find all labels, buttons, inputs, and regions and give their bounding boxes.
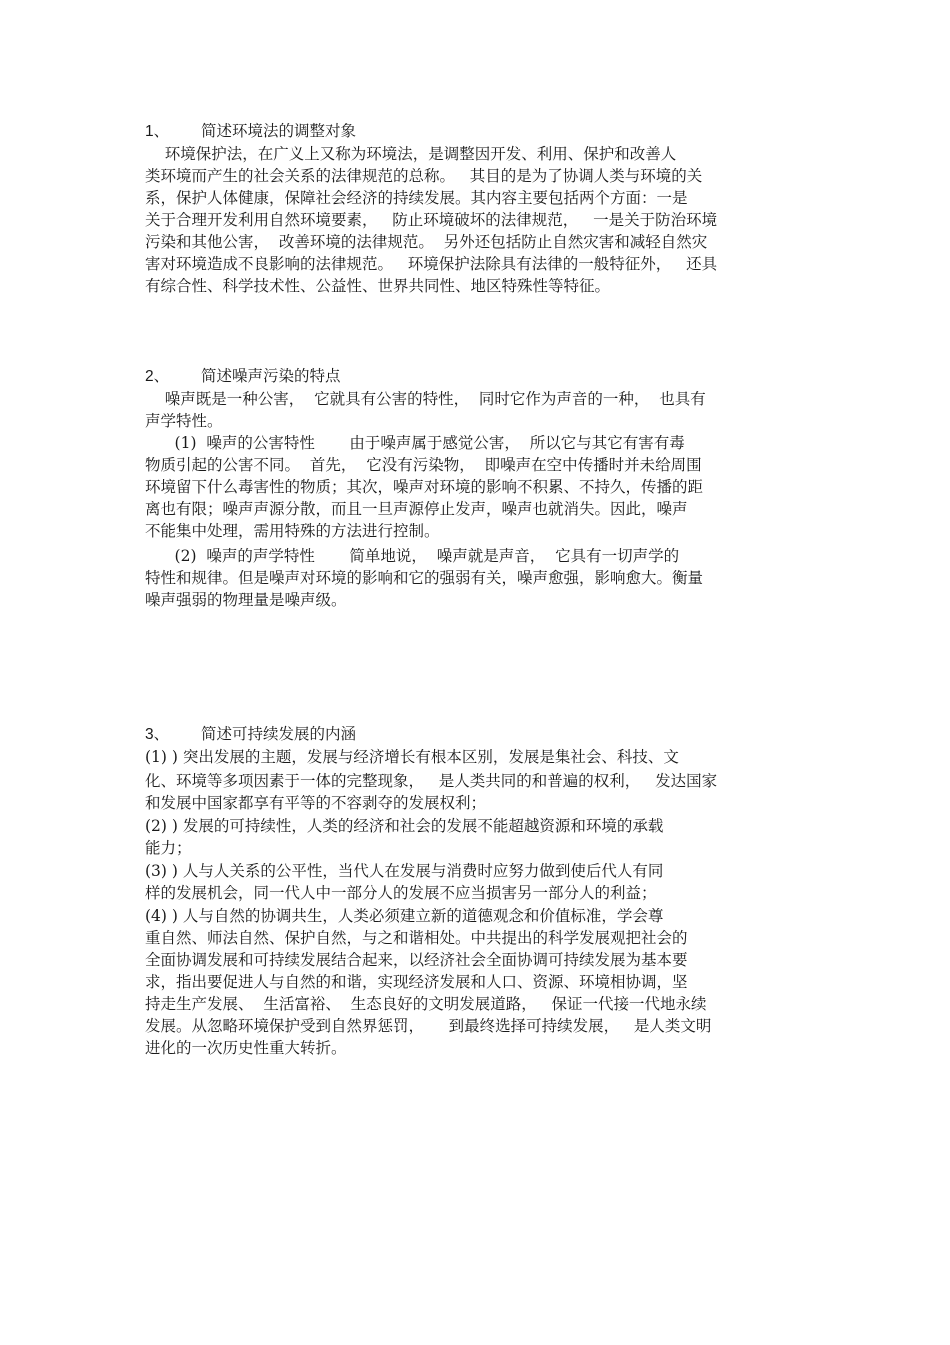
paragraph-line: (4) ) 人与自然的协调共生，人类必须建立新的道德观念和价值标准，学会尊 [145,907,664,925]
paragraph-line: (3) ) 人与人关系的公平性，当代人在发展与消费时应努力做到使后代人有同 [145,862,664,880]
paragraph-line: 特性和规律。但是噪声对环境的影响和它的强弱有关，噪声愈强，影响愈大。衡量 [145,569,704,587]
section-3-heading [145,723,815,745]
section-1-heading [145,120,815,142]
paragraph-line: 重自然、师法自然、保护自然，与之和谐相处。中共提出的科学发展观把社会的 [145,929,688,947]
paragraph-line: 噪声强弱的物理量是噪声级。 [145,591,347,609]
paragraph-line: 物质引起的公害不同。 首先， 它没有污染物， 即噪声在空中传播时并未给周围 [145,456,702,474]
paragraph-line: 进化的一次历史性重大转折。 [145,1039,347,1057]
paragraph-line: 能力； [145,839,192,857]
paragraph-line: 环境留下什么毒害性的物质；其次，噪声对环境的影响不积累、不持久，传播的距 [145,478,704,496]
paragraph-line: 持走生产发展、 生活富裕、 生态良好的文明发展道路， 保证一代接一代地永续 [145,995,707,1013]
paragraph-line: 环境保护法，在广义上又称为环境法，是调整因开发、利用、保护和改善人 [145,145,677,163]
paragraph-line: (2) 噪声的声学特性 简单地说， 噪声就是声音， 它具有一切声学的 [145,547,680,565]
paragraph-line: 污染和其他公害， 改善环境的法律规范。 另外还包括防止自然灾害和减轻自然灾 [145,233,708,251]
paragraph-line: 有综合性、科学技术性、公益性、世界共同性、地区特殊性等特征。 [145,277,611,295]
paragraph-line: 类环境而产生的社会关系的法律规范的总称。 其目的是为了协调人类与环境的关 [145,167,703,185]
section-number: 3、 [145,726,170,743]
paragraph-line: (2) ) 发展的可持续性，人类的经济和社会的发展不能超越资源和环境的承载 [145,817,664,835]
paragraph-line: 发展。从忽略环境保护受到自然界惩罚， 到最终选择可持续发展， 是人类文明 [145,1017,712,1035]
section-title: 简述环境法的调整对象 [201,122,357,140]
section-2-heading [145,365,815,387]
section-title: 简述噪声污染的特点 [201,367,341,385]
paragraph-line: 和发展中国家都享有平等的不容剥夺的发展权利； [145,794,487,812]
section-title: 简述可持续发展的内涵 [201,725,357,743]
paragraph-line: (1) 噪声的公害特性 由于噪声属于感觉公害， 所以它与其它有害有毒 [145,434,685,452]
paragraph-line: 害对环境造成不良影响的法律规范。 环境保护法除具有法律的一般特征外， 还具 [145,255,718,273]
paragraph-line: 声学特性。 [145,412,223,430]
paragraph-line: 样的发展机会，同一代人中一部分人的发展不应当损害另一部分人的利益； [145,884,657,902]
paragraph-line: 噪声既是一种公害， 它就具有公害的特性， 同时它作为声音的一种， 也具有 [145,390,706,408]
paragraph-line: 全面协调发展和可持续发展结合起来，以经济社会全面协调可持续发展为基本要 [145,951,688,969]
paragraph-line: 求，指出要促进人与自然的和谐，实现经济发展和人口、资源、环境相协调，坚 [145,973,688,991]
paragraph-line: (1) ) 突出发展的主题，发展与经济增长有根本区别，发展是集社会、科技、文 [145,748,679,766]
section-number: 2、 [145,368,170,385]
paragraph-line: 不能集中处理，需用特殊的方法进行控制。 [145,522,440,540]
paragraph-line: 化、环境等多项因素于一体的完整现象， 是人类共同的和普遍的权利， 发达国家 [145,772,718,790]
paragraph-line: 离也有限；噪声声源分散，而且一旦声源停止发声，噪声也就消失。因此，噪声 [145,500,688,518]
section-number: 1、 [145,123,170,140]
paragraph-line: 关于合理开发利用自然环境要素， 防止环境破坏的法律规范， 一是关于防治环境 [145,211,718,229]
paragraph-line: 系，保护人体健康，保障社会经济的持续发展。其内容主要包括两个方面：一是 [145,189,688,207]
